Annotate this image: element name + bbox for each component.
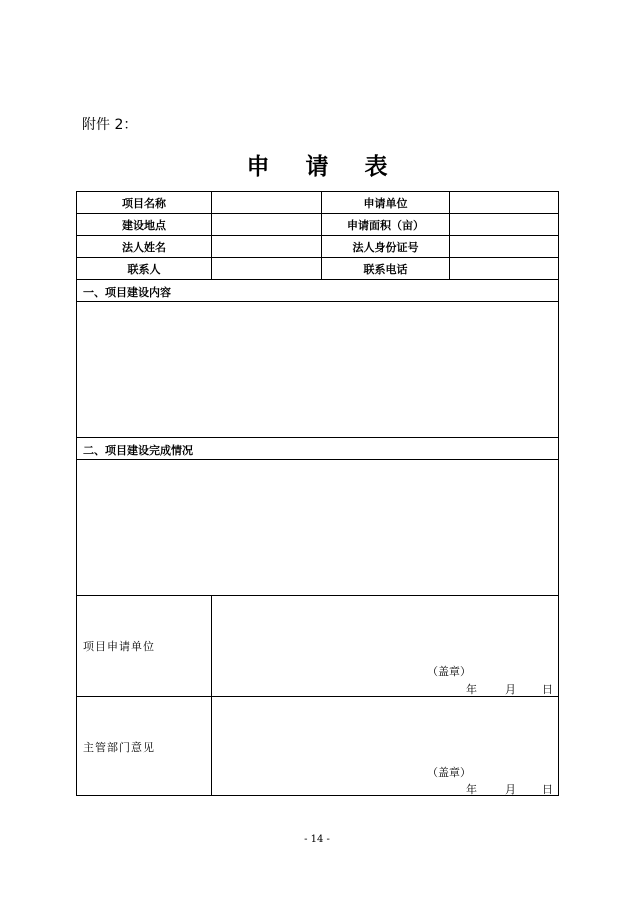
row-divider <box>77 459 558 460</box>
attachment-label: 附件 2： <box>82 117 138 133</box>
section-heading-completion-status: 二、项目建设完成情况 <box>83 444 193 457</box>
date-day: 日 <box>542 683 553 696</box>
seal-label: （盖章） <box>427 665 471 678</box>
date-year: 年 <box>466 683 477 696</box>
row-divider <box>77 696 558 697</box>
date-day: 日 <box>542 783 553 796</box>
date-month: 月 <box>505 683 516 696</box>
seal-label: （盖章） <box>427 766 471 779</box>
legal-person-name-field[interactable] <box>212 236 321 257</box>
page-number: - 14 - <box>304 834 330 845</box>
label-legal-person-id: 法人身份证号 <box>352 240 419 254</box>
applied-area-field[interactable] <box>450 214 558 235</box>
project-name-field[interactable] <box>212 192 321 213</box>
label-contact-person: 联系人 <box>127 262 161 276</box>
label-legal-person-name: 法人姓名 <box>122 240 166 254</box>
title-char: 申 <box>246 153 270 180</box>
label-applicant-unit: 申请单位 <box>363 196 408 210</box>
date-month: 月 <box>505 783 516 796</box>
applicant-opinion-area[interactable] <box>213 597 556 694</box>
contact-phone-field[interactable] <box>450 258 558 279</box>
row-divider <box>77 279 558 280</box>
construction-content-area[interactable] <box>79 303 556 435</box>
label-authority-opinion: 主管部门意见 <box>83 741 155 754</box>
legal-person-id-field[interactable] <box>450 236 558 257</box>
contact-person-field[interactable] <box>212 258 321 279</box>
application-form-table <box>76 191 559 796</box>
label-construction-site: 建设地点 <box>122 218 166 232</box>
column-divider <box>211 595 212 796</box>
date-year: 年 <box>466 783 477 796</box>
applicant-unit-field[interactable] <box>450 192 558 213</box>
section-heading-construction-content: 一、项目建设内容 <box>83 286 171 299</box>
construction-site-field[interactable] <box>212 214 321 235</box>
label-project-name: 项目名称 <box>122 196 166 210</box>
title-char: 表 <box>364 153 388 180</box>
form-title <box>0 148 634 181</box>
label-applied-area: 申请面积（亩） <box>347 218 424 232</box>
row-divider <box>77 437 558 438</box>
row-divider <box>77 595 558 596</box>
title-char: 请 <box>305 153 329 180</box>
label-applicant-unit-opinion: 项目申请单位 <box>83 640 155 653</box>
row-divider <box>77 301 558 302</box>
completion-status-area[interactable] <box>79 461 556 593</box>
label-contact-phone: 联系电话 <box>363 262 408 276</box>
